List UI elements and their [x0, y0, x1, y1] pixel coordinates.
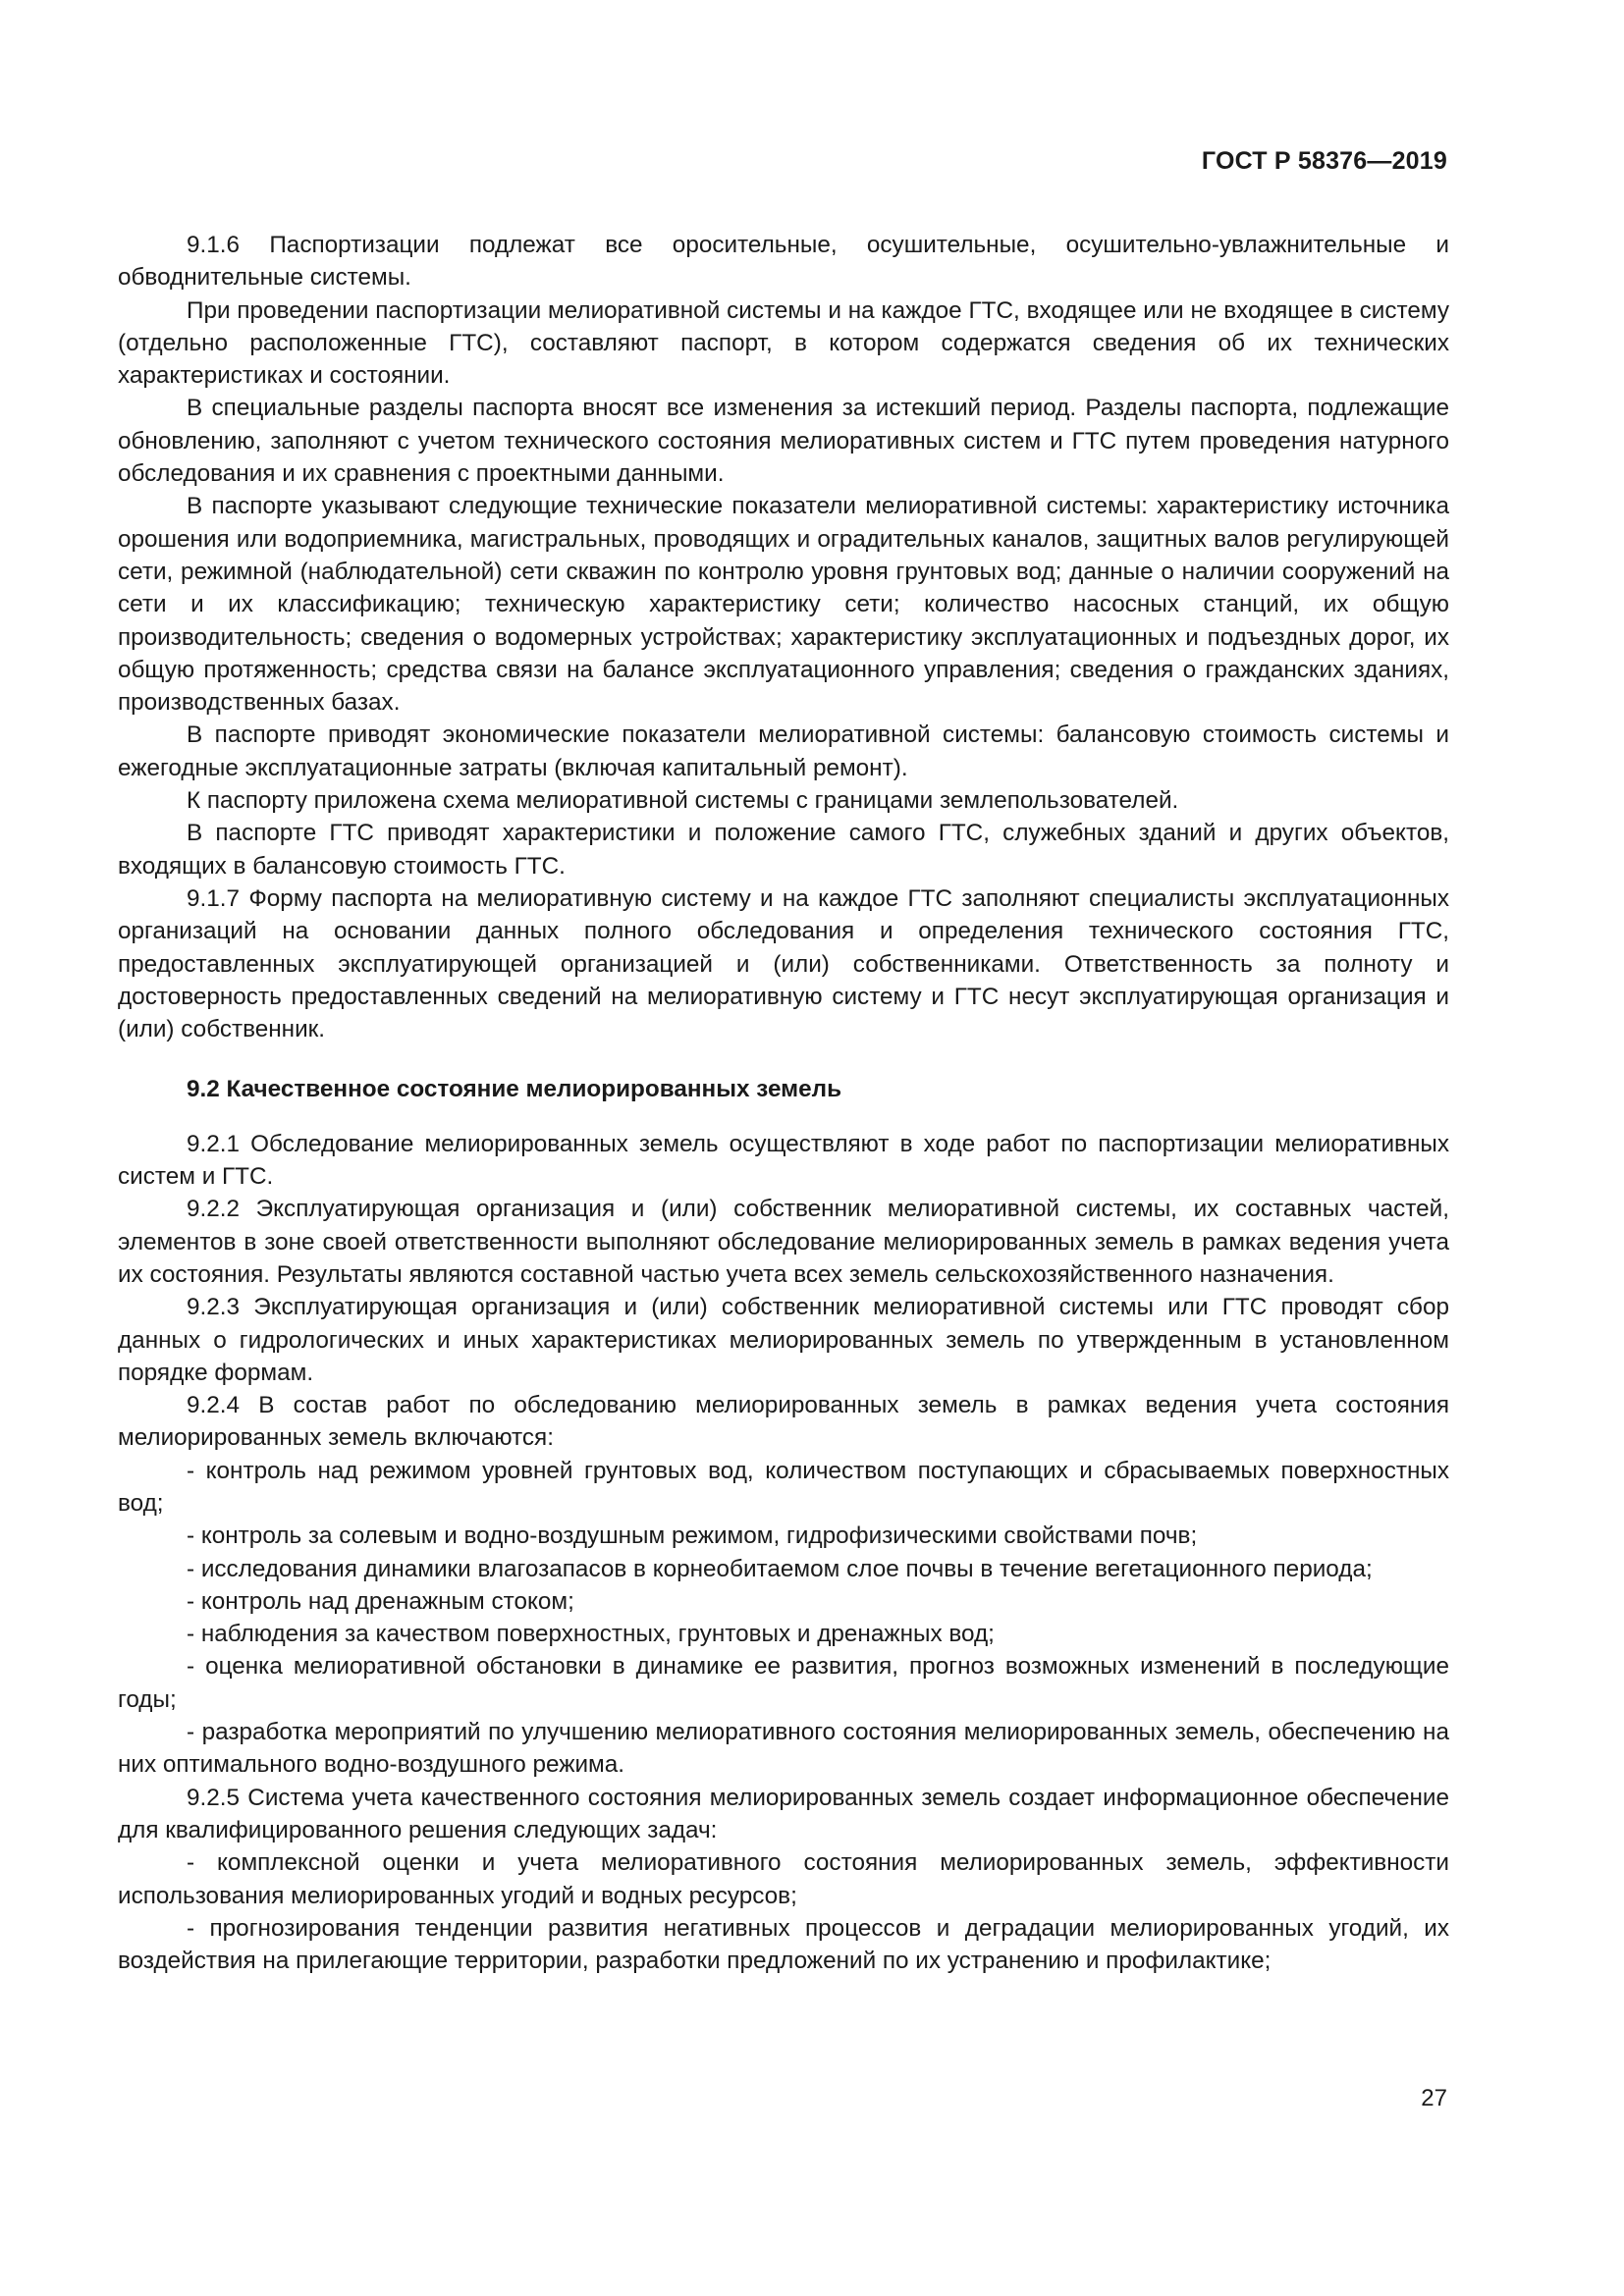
list-item: - контроль над дренажным стоком; — [187, 1587, 574, 1615]
document-code: ГОСТ Р 58376—2019 — [1201, 147, 1447, 175]
paragraph: 9.2.3 Эксплуатирующая организация и (или) собственник мелиоративной системы или ГТС проводят сбор данных о гидрологических и иных характеристиках мелиорированных земель по утвержденным в установленном порядке формам. — [118, 1294, 1449, 1386]
section-heading: 9.2 Качественное состояние мелиорированных земель — [187, 1076, 842, 1103]
list-item: - контроль над режимом уровней грунтовых вод, количеством поступающих и сбрасываемых поверхностных вод; — [118, 1457, 1449, 1517]
paragraph: 9.2.2 Эксплуатирующая организация и (или) собственник мелиоративной системы, их составных частей, элементов в зоне своей ответственности выполняют обследование мелиорированных земель в рамках ведения учета их состояния. Результаты являются составной частью учета всех земель сельскохозяйственного назначения. — [118, 1196, 1449, 1288]
paragraph: В паспорте указывают следующие технические показатели мелиоративной системы: характеристику источника орошения или водоприемника, магистральных, проводящих и оградительных каналов, защитных валов регулирующей сети, режимной (наблюдательной) сети скважин по контролю уровня грунтовых вод; данные о наличии сооружений на сети и их классификацию; техническую характеристику сети; количество насосных станций, их общую производительность; сведения о водомерных устройствах; характеристику эксплуатационных и подъездных дорог, их общую протяженность; средства связи на балансе эксплуатационного управления; сведения о гражданских зданиях, производственных базах. — [118, 493, 1449, 717]
list-item: - контроль за солевым и водно-воздушным режимом, гидрофизическими свойствами почв; — [187, 1522, 1198, 1550]
paragraph: 9.1.6 Паспортизации подлежат все оросительные, осушительные, осушительно-увлажнительные и обводнительные системы. — [118, 232, 1449, 292]
paragraph: 9.2.1 Обследование мелиорированных земель осуществляют в ходе работ по паспортизации мелиоративных систем и ГТС. — [118, 1130, 1449, 1191]
list-item: - исследования динамики влагозапасов в корнеобитаемом слое почвы в течение вегетационного периода; — [187, 1555, 1373, 1582]
list-item: - наблюдения за качеством поверхностных, грунтовых и дренажных вод; — [187, 1621, 995, 1648]
paragraph: 9.2.5 Система учета качественного состояния мелиорированных земель создает информационное обеспечение для квалифицированного решения следующих задач: — [118, 1784, 1449, 1843]
list-item: - оценка мелиоративной обстановки в динамике ее развития, прогноз возможных изменений в последующие годы; — [118, 1653, 1449, 1713]
document-body — [118, 229, 1449, 1977]
paragraph: При проведении паспортизации мелиоративной системы и на каждое ГТС, входящее или не входящее в систему (отдельно расположенные ГТС), составляют паспорт, в котором содержатся сведения об их технических характеристиках и состоянии. — [118, 296, 1449, 390]
list-item: - разработка мероприятий по улучшению мелиоративного состояния мелиорированных земель, обеспечению на них оптимального водно-воздушного режима. — [118, 1719, 1449, 1779]
paragraph: К паспорту приложена схема мелиоративной системы с границами землепользователей. — [187, 787, 1179, 815]
paragraph: 9.1.7 Форму паспорта на мелиоративную систему и на каждое ГТС заполняют специалисты эксплуатационных организаций на основании данных полного обследования и определения технического состояния ГТС, предоставленных эксплуатирующей организацией и (или) собственниками. Ответственность за полноту и достоверность предоставленных сведений на мелиоративную систему и ГТС несут эксплуатирующая организация и (или) собственник. — [118, 884, 1449, 1043]
list-item: - комплексной оценки и учета мелиоративного состояния мелиорированных земель, эффективности использования мелиорированных угодий и водных ресурсов; — [118, 1849, 1449, 1909]
page-number: 27 — [1421, 2085, 1447, 2111]
paragraph: 9.2.4 В состав работ по обследованию мелиорированных земель в рамках ведения учета состояния мелиорированных земель включаются: — [118, 1392, 1449, 1452]
list-item: - прогнозирования тенденции развития негативных процессов и деградации мелиорированных угодий, их воздействия на прилегающие территории, разработки предложений по их устранению и профилактике; — [118, 1914, 1449, 1975]
paragraph: В паспорте ГТС приводят характеристики и положение самого ГТС, служебных зданий и других объектов, входящих в балансовую стоимость ГТС. — [118, 820, 1449, 880]
paragraph: В специальные разделы паспорта вносят все изменения за истекший период. Разделы паспорта, подлежащие обновлению, заполняют с учетом технического состояния мелиоративных систем и ГТС путем проведения натурного обследования и их сравнения с проектными данными. — [118, 395, 1449, 488]
paragraph: В паспорте приводят экономические показатели мелиоративной системы: балансовую стоимость системы и ежегодные эксплуатационные затраты (включая капитальный ремонт). — [118, 721, 1449, 781]
